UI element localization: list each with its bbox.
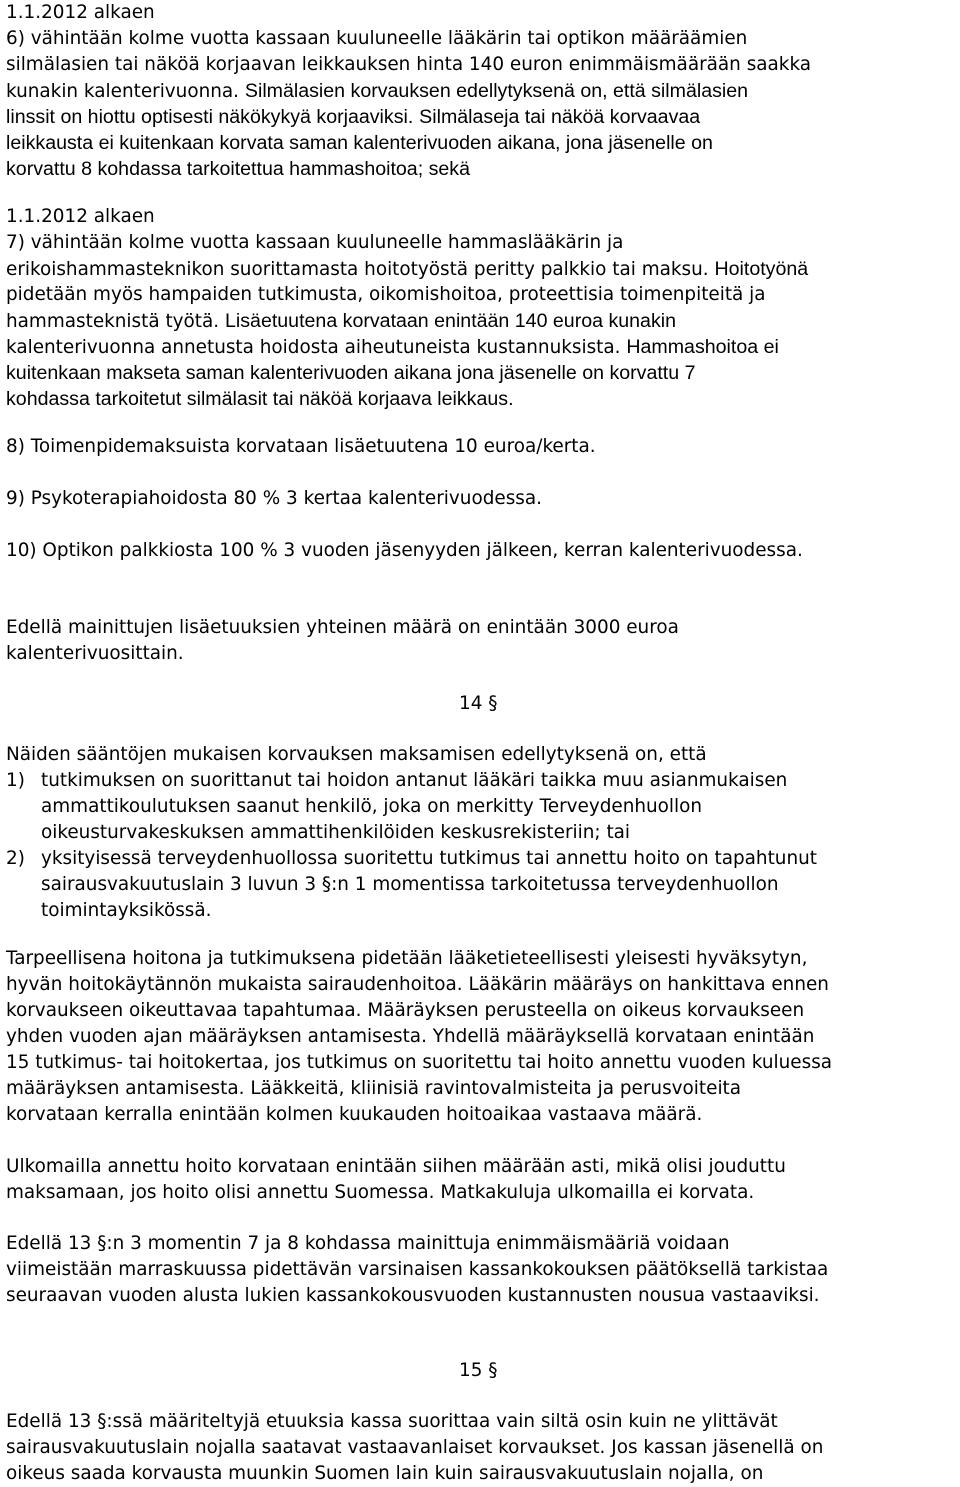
item-9: 9) Psykoterapiahoidosta 80 % 3 kertaa kalenterivuodessa. (6, 488, 542, 509)
section-14-intro: Näiden sääntöjen mukaisen korvauksen maksamisen edellytyksenä on, että (6, 744, 707, 765)
paragraph-3-line-1: Edellä 13 §:n 3 momentin 7 ja 8 kohdassa mainittuja enimmäismääriä voidaan (6, 1233, 730, 1254)
paragraph-1-line-2 (6, 972, 829, 998)
paragraph-1-line-6-a: määräyksen antamisesta. (6, 1078, 245, 1099)
item-6-line-4 (6, 104, 700, 131)
paragraph-1-line-4-b: Yhdellä määräyksellä korvataan enintään (432, 1026, 815, 1047)
paragraph-1-line-2-a: hyvän hoitokäytännön mukaista sairaudenhoitoa. (6, 974, 463, 995)
item-7-line-2-b: Hoitotyönä (714, 258, 809, 280)
section-15-line-2-a: sairausvakuutuslain nojalla saatavat vastaavanlaiset korvaukset. (6, 1437, 606, 1458)
section-14-heading: 14 § (459, 693, 498, 714)
item-6-line-1: 6) vähintään kolme vuotta kassaan kuuluneelle lääkärin tai optikon määräämien (6, 28, 748, 49)
paragraph-2-line-2-b: Matkakuluja ulkomailla ei korvata. (440, 1182, 755, 1203)
item-7-line-5-a: kalenterivuonna annetusta hoidosta aiheutuneista kustannuksista. (6, 337, 621, 358)
paragraph-2-line-2 (6, 1180, 754, 1206)
paragraph-2-line-2-a: maksamaan, jos hoito olisi annettu Suomessa. (6, 1182, 435, 1203)
total-line-2: kalenterivuosittain. (6, 643, 184, 664)
item-7-line-4-a: hammasteknistä työtä. (6, 311, 220, 332)
item-6-line-5: leikkausta ei kuitenkaan korvata saman kalenterivuoden aikana, jona jäsenelle on (6, 132, 713, 154)
item-7-line-4-b: Lisäetuutena korvataan enintään 140 euroa kunakin (225, 310, 677, 332)
item-6-line-3 (6, 78, 748, 105)
item-6-line-4-a: linssit on hiottu optisesti näkökykyä korjaaviksi. (6, 106, 414, 128)
condition-1-number: 1) (6, 770, 25, 791)
section-15-line-1: Edellä 13 §:ssä määriteltyjä etuuksia kassa suorittaa vain siltä osin kuin ne ylittävät (6, 1411, 778, 1432)
paragraph-1-line-3-b: Määräyksen perusteella on oikeus korvaukseen (367, 1000, 805, 1021)
condition-1-line-2: ammattikoulutuksen saanut henkilö, joka on merkitty Terveydenhuollon (41, 796, 703, 817)
item-7-line-7: kohdassa tarkoitetut silmälasit tai näköä korjaava leikkaus. (6, 388, 514, 410)
item-6-line-4-b: Silmälaseja tai näköä korvaavaa (419, 106, 701, 128)
item-6-line-2: silmälasien tai näköä korjaavan leikkauksen hinta 140 euron enimmäismäärään saakka (6, 54, 812, 75)
paragraph-1-line-6-b: Lääkkeitä, kliinisiä ravintovalmisteita ja perusvoiteita (250, 1078, 742, 1099)
condition-2-line-2: sairausvakuutuslain 3 luvun 3 §:n 1 momentissa tarkoitetussa terveydenhuollon (41, 874, 779, 895)
condition-2-number: 2) (6, 848, 25, 869)
section-15-line-3: oikeus saada korvausta muunkin Suomen lain kuin sairausvakuutuslain nojalla, on (6, 1463, 764, 1484)
paragraph-1-line-4-a: yhden vuoden ajan määräyksen antamisesta. (6, 1026, 427, 1047)
item-6-line-3-a: kunakin kalenterivuonna. (6, 81, 240, 102)
item-8: 8) Toimenpidemaksuista korvataan lisäetuutena 10 euroa/kerta. (6, 436, 596, 457)
item-7-line-5-b: Hammashoitoa ei (626, 336, 779, 358)
condition-2-line-3: toimintayksikössä. (41, 900, 212, 921)
paragraph-1-line-7: korvataan kerralla enintään kolmen kuukauden hoitoaikaa vastaava määrä. (6, 1104, 703, 1125)
condition-2-line-1: yksityisessä terveydenhuollossa suoritettu tutkimus tai annettu hoito on tapahtunut (41, 848, 817, 869)
item-10: 10) Optikon palkkiosta 100 % 3 vuoden jäsenyyden jälkeen, kerran kalenterivuodessa. (6, 540, 803, 561)
paragraph-3-line-3: seuraavan vuoden alusta lukien kassankokousvuoden kustannusten nousua vastaaviksi. (6, 1285, 820, 1306)
item-7-line-5 (6, 334, 779, 361)
item-6-line-3-b: Silmälasien korvauksen edellytyksenä on, että silmälasien (244, 80, 749, 102)
item-7-line-3: pidetään myös hampaiden tutkimusta, oikomishoitoa, proteettisia toimenpiteitä ja (6, 284, 766, 305)
paragraph-1-line-4 (6, 1024, 814, 1050)
paragraph-1-line-1: Tarpeellisena hoitona ja tutkimuksena pidetään lääketieteellisesti yleisesti hyväksytyn, (6, 948, 808, 969)
condition-1-line-3: oikeusturvakeskuksen ammattihenkilöiden keskusrekisteriin; tai (41, 822, 631, 843)
item-7-line-2-a: erikoishammasteknikon suorittamasta hoitotyöstä peritty palkkio tai maksu. (6, 259, 709, 280)
paragraph-1-line-3 (6, 998, 804, 1024)
condition-1-line-1: tutkimuksen on suorittanut tai hoidon antanut lääkäri taikka muu asianmukaisen (41, 770, 788, 791)
item-7-line-1: 7) vähintään kolme vuotta kassaan kuuluneelle hammaslääkärin ja (6, 232, 624, 253)
paragraph-1-line-2-b: Lääkärin määräys on hankittava ennen (468, 974, 829, 995)
section-15-line-2-b: Jos kassan jäsenellä on (611, 1437, 824, 1458)
item-7-line-6: kuitenkaan makseta saman kalenterivuoden aikana jona jäsenelle on korvattu 7 (6, 362, 696, 384)
item-6-line-6: korvattu 8 kohdassa tarkoitettua hammashoitoa; sekä (6, 158, 470, 180)
item-7-line-2 (6, 256, 808, 283)
paragraph-1-line-3-a: korvaukseen oikeuttavaa tapahtumaa. (6, 1000, 362, 1021)
item-7-line-4 (6, 308, 676, 335)
paragraph-1-line-5: 15 tutkimus- tai hoitokertaa, jos tutkimus on suoritettu tai hoito annettu vuoden kuluessa (6, 1052, 833, 1073)
paragraph-2-line-1: Ulkomailla annettu hoito korvataan enintään siihen määrään asti, mikä olisi jouduttu (6, 1156, 786, 1177)
total-line-1: Edellä mainittujen lisäetuuksien yhteinen määrä on enintään 3000 euroa (6, 617, 679, 638)
section-15-line-2 (6, 1435, 823, 1461)
effective-date: 1.1.2012 alkaen (6, 2, 155, 23)
effective-date-2: 1.1.2012 alkaen (6, 206, 155, 227)
paragraph-1-line-6 (6, 1076, 741, 1102)
section-15-heading: 15 § (459, 1360, 498, 1381)
paragraph-3-line-2: viimeistään marraskuussa pidettävän varsinaisen kassankokouksen päätöksellä tarkistaa (6, 1259, 829, 1280)
